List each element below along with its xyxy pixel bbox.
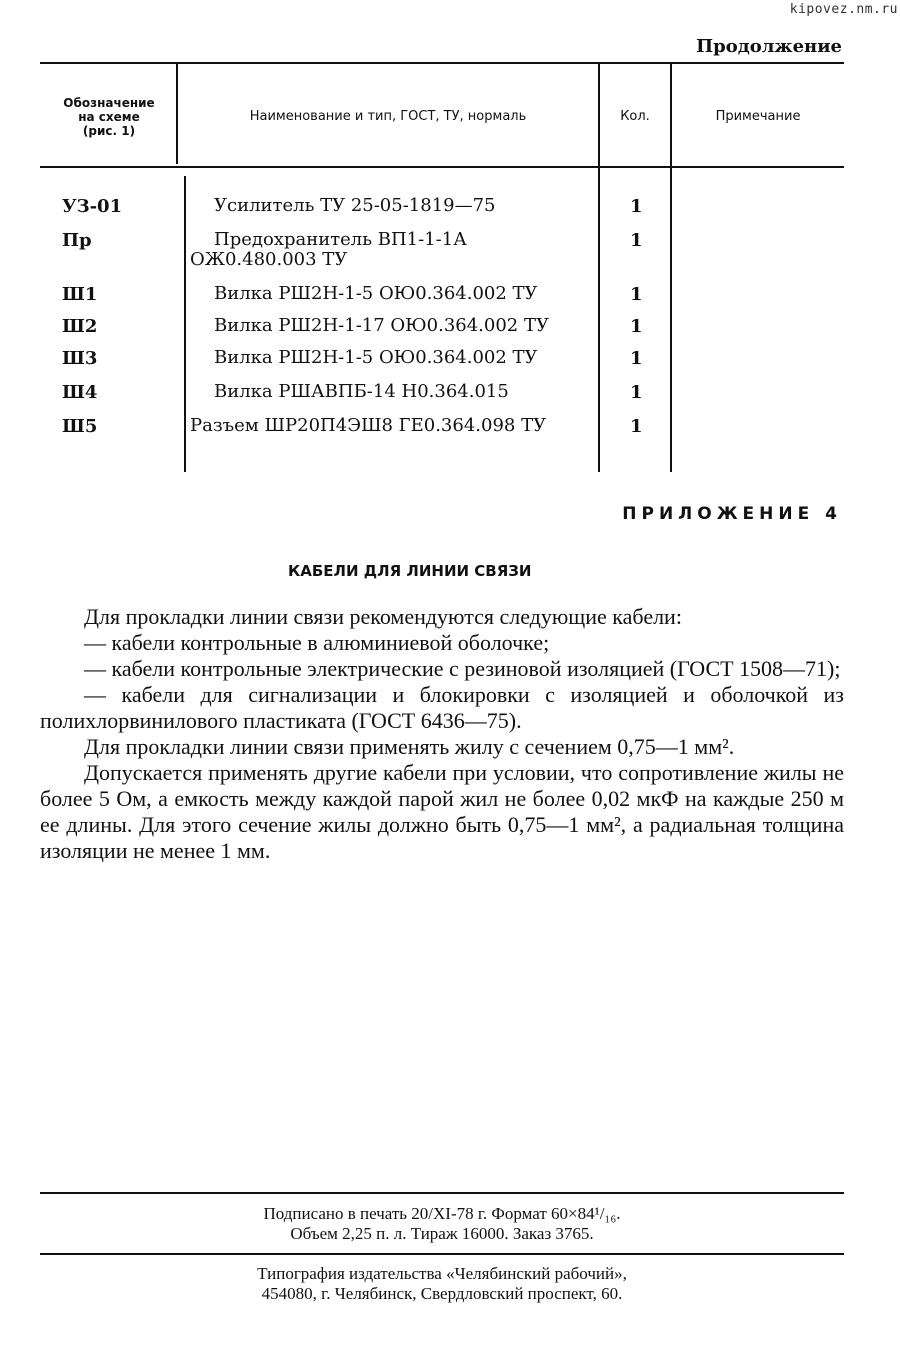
- row-name: Вилка РШ2Н-1-5 ОЮ0.364.002 ТУ: [214, 283, 538, 304]
- row-qty: 1: [630, 196, 643, 217]
- row-qty: 1: [630, 348, 643, 369]
- row-code: Ш3: [62, 348, 98, 369]
- components-table: [40, 62, 844, 472]
- row-name-line: ОЖ0.480.003 ТУ: [190, 249, 348, 270]
- appendix-label: ПРИЛОЖЕНИЕ 4: [622, 504, 842, 524]
- table-header-rule: [40, 166, 844, 168]
- row-code: УЗ-01: [62, 196, 123, 217]
- row-qty: 1: [630, 284, 643, 305]
- header-designation: [44, 96, 174, 138]
- row-qty: 1: [630, 416, 643, 437]
- paragraph: — кабели для сигнализации и блокировки с изоляцией и оболочкой из полихлорвинилового пластиката (ГОСТ 6436—75).: [40, 682, 844, 733]
- row-name-line: Предохранитель ВП1-1-1А: [214, 229, 467, 250]
- paragraph: Для прокладки линии связи применять жилу с сечением 0,75—1 мм².: [84, 734, 735, 759]
- continued-label: Продолжение: [696, 36, 842, 57]
- row-name: Вилка РШ2Н-1-17 ОЮ0.364.002 ТУ: [214, 315, 549, 336]
- section-title: КАБЕЛИ ДЛЯ ЛИНИИ СВЯЗИ: [288, 562, 532, 580]
- row-name: Усилитель ТУ 25-05-1819—75: [214, 195, 496, 216]
- header-name: Наименование и тип, ГОСТ, ТУ, нормаль: [249, 109, 527, 124]
- imprint-line: Подписано в печать 20/XI-78 г. Формат 60×84¹/₁₆.: [263, 1204, 621, 1223]
- table-col-rule: [184, 176, 186, 472]
- row-code: Ш1: [62, 284, 98, 305]
- table-col-rule: [176, 62, 178, 164]
- paragraph: — кабели контрольные электрические с резиновой изоляцией (ГОСТ 1508—71);: [84, 656, 841, 681]
- row-name: Разъем ШР20П4ЭШ8 ГЕ0.364.098 ТУ: [190, 415, 547, 436]
- printer-block: [40, 1264, 844, 1304]
- table-top-rule: [40, 62, 844, 64]
- row-code: Ш2: [62, 316, 98, 337]
- paragraph: — кабели контрольные в алюминиевой оболочке;: [84, 630, 550, 655]
- header-designation-line: Обозначение: [63, 96, 155, 110]
- header-designation-line: на схеме: [78, 110, 140, 124]
- header-designation-line: (рис. 1): [82, 124, 136, 138]
- header-qty: Кол.: [620, 109, 650, 124]
- paragraph: Допускается применять другие кабели при условии, что сопротивление жилы не более 5 Ом, а емкость между каждой парой жил не более 0,02 мкФ на каждые 250 м ее длины. Для этого сечение жилы должно быть 0,75—1 мм², а радиальная толщина изоляции не менее 1 мм.: [40, 760, 844, 863]
- imprint-line: Объем 2,25 п. л. Тираж 16000. Заказ 3765.: [290, 1224, 594, 1243]
- paragraph: Для прокладки линии связи рекомендуются следующие кабели:: [84, 604, 682, 629]
- row-name: Вилка РШ2Н-1-5 ОЮ0.364.002 ТУ: [214, 347, 538, 368]
- imprint-block: [40, 1204, 844, 1244]
- imprint-mid-rule: [40, 1253, 844, 1255]
- body-text: [40, 604, 844, 864]
- header-note: Примечание: [715, 109, 801, 124]
- imprint-line: 454080, г. Челябинск, Свердловский проспект, 60.: [261, 1284, 623, 1303]
- watermark-text: kipovez.nm.ru: [789, 2, 898, 17]
- row-code: Ш5: [62, 416, 98, 437]
- row-qty: 1: [630, 316, 643, 337]
- imprint-line: Типография издательства «Челябинский рабочий»,: [257, 1264, 627, 1283]
- row-qty: 1: [630, 230, 643, 251]
- imprint-top-rule: [40, 1192, 844, 1194]
- row-name: Вилка РШАВПБ-14 Н0.364.015: [214, 381, 509, 402]
- row-qty: 1: [630, 382, 643, 403]
- row-name: [190, 230, 598, 270]
- row-code: Пр: [62, 230, 92, 251]
- row-code: Ш4: [62, 382, 98, 403]
